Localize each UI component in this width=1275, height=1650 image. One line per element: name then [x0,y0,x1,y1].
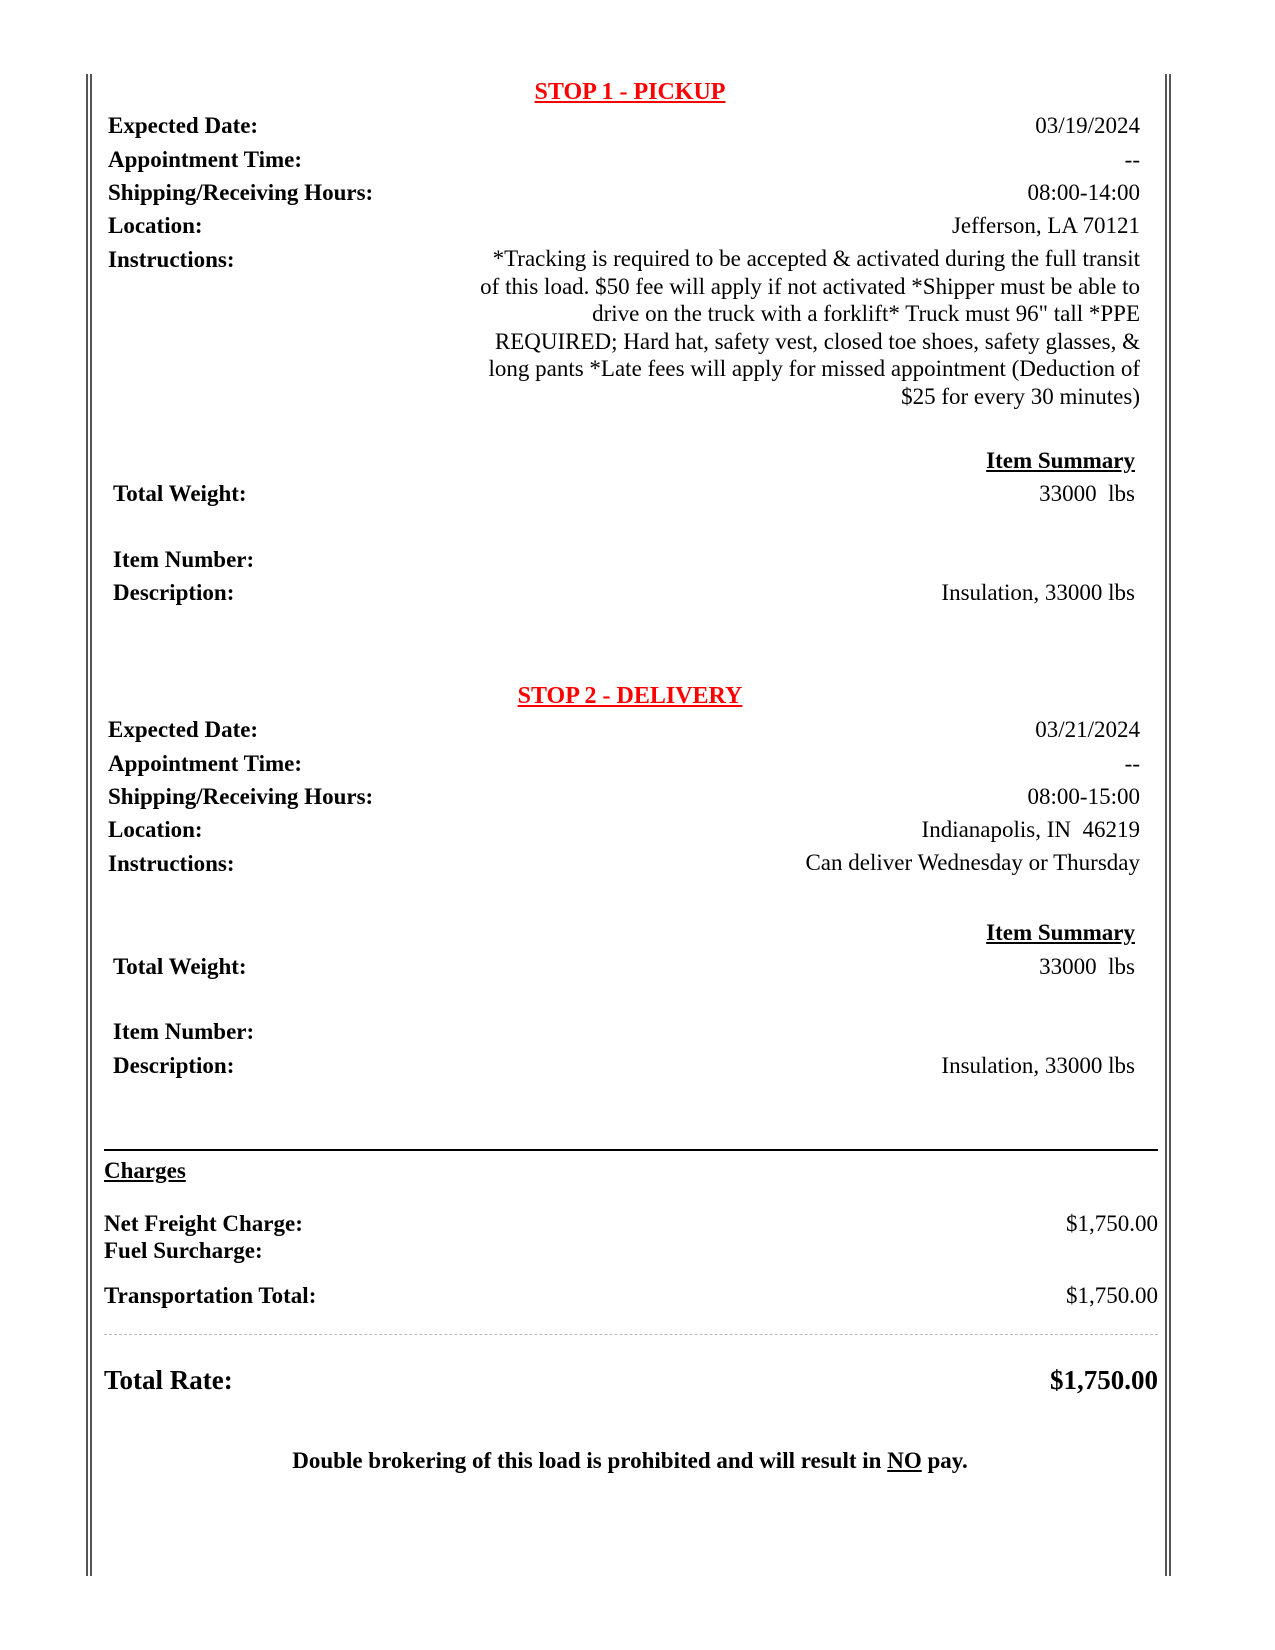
stop-1-expected-date: 03/19/2024 [1035,113,1140,138]
instruction-line: long pants *Late fees will apply for missed appointment (Deduction of [488,356,1140,381]
fuel-surcharge-label: Fuel Surcharge: [104,1238,263,1263]
transportation-total-label: Transportation Total: [104,1283,317,1308]
stop-2-title: STOP 2 - DELIVERY [517,683,743,709]
charges-dashed-divider [104,1334,1158,1335]
right-border-inner [1169,74,1171,1576]
stop-2-hours: 08:00-15:00 [1027,784,1140,809]
stop-2-total-weight: 33000 lbs [1039,954,1135,979]
instruction-line: *Tracking is required to be accepted & activated during the full transit [492,246,1140,271]
stop-1-expected-date-label: Expected Date: [108,113,259,138]
stop-2-appointment: -- [1124,751,1140,776]
notice-text-before: Double brokering of this load is prohibited and will result in [292,1448,888,1473]
stop-1-instructions-label: Instructions: [108,247,235,272]
stop-2-expected-date-label: Expected Date: [108,717,259,742]
stop-1-item-summary-header: Item Summary [986,448,1135,473]
charges-divider [104,1149,1158,1151]
total-rate-value: $1,750.00 [1050,1365,1158,1395]
instruction-line: of this load. $50 fee will apply if not activated *Shipper must be able to [480,273,1140,299]
stop-1-total-weight-label: Total Weight: [113,481,247,506]
stop-2-location-label: Location: [108,817,203,842]
stop-1-location: Jefferson, LA 70121 [951,213,1140,238]
left-border [86,74,88,1576]
stop-1-description: Insulation, 33000 lbs [941,580,1135,605]
stop-2-description-label: Description: [113,1053,235,1078]
stop-1-location-label: Location: [108,213,203,238]
stop-1-item-number-label: Item Number: [113,547,255,572]
net-freight-value: $1,750.00 [1066,1211,1158,1236]
left-border-inner [90,74,92,1576]
stop-1-title: STOP 1 - PICKUP [534,79,726,105]
stop-1-hours: 08:00-14:00 [1027,180,1140,205]
stop-1-description-label: Description: [113,580,235,605]
instruction-line: REQUIRED; Hard hat, safety vest, closed toe shoes, safety glasses, & [494,328,1140,354]
stop-1-hours-label: Shipping/Receiving Hours: [108,180,374,205]
stop-2-description: Insulation, 33000 lbs [941,1053,1135,1078]
total-rate-label: Total Rate: [104,1365,233,1395]
stop-2-item-summary-header: Item Summary [986,920,1135,945]
charges-header: Charges [104,1158,186,1183]
stop-1-appointment: -- [1124,147,1140,172]
right-border [1165,74,1167,1576]
stop-2-expected-date: 03/21/2024 [1035,717,1140,742]
stop-1-appointment-label: Appointment Time: [108,147,303,172]
instruction-line: $25 for every 30 minutes) [901,383,1140,409]
double-brokering-notice [0,1448,1260,1474]
stop-1-total-weight: 33000 lbs [1039,481,1135,506]
stop-2-item-number-label: Item Number: [113,1019,255,1044]
net-freight-label: Net Freight Charge: [104,1211,303,1236]
notice-text-after: pay. [921,1448,968,1473]
stop-2-location: Indianapolis, IN 46219 [921,817,1140,842]
stop-2-appointment-label: Appointment Time: [108,751,303,776]
stop-2-hours-label: Shipping/Receiving Hours: [108,784,374,809]
transportation-total-value: $1,750.00 [1066,1283,1158,1308]
instruction-line: drive on the truck with a forklift* Truck must 96" tall *PPE [592,301,1140,326]
instruction-line: Can deliver Wednesday or Thursday [805,850,1140,875]
stop-1-instructions [420,245,1140,410]
stop-2-instructions-label: Instructions: [108,851,235,876]
notice-emphasis: NO [887,1448,922,1473]
stop-2-total-weight-label: Total Weight: [113,954,247,979]
stop-2-instructions [420,849,1140,877]
